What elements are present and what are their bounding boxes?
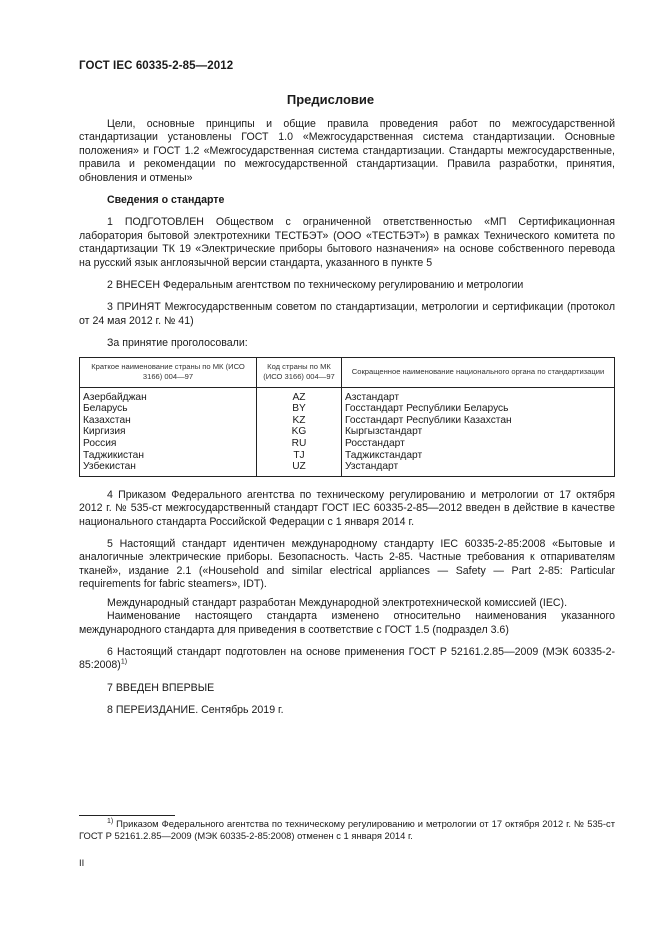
table-cell-code: AZ (257, 387, 342, 403)
table-cell-body: Росстандарт (342, 438, 615, 450)
table-cell-body: Азстандарт (342, 387, 615, 403)
table-row (80, 403, 615, 415)
table-cell-code: RU (257, 438, 342, 450)
footnote (79, 818, 615, 842)
section-title: Сведения о стандарте (107, 194, 225, 207)
table-cell-country: Узбекистан (80, 461, 257, 476)
table-cell-country: Казахстан (80, 415, 257, 427)
item-7: 7 ВВЕДЕН ВПЕРВЫЕ (107, 681, 215, 694)
table-cell-code: KZ (257, 415, 342, 427)
table-row (80, 450, 615, 462)
table-cell-body: Узстандарт (342, 461, 615, 476)
table-cell-country: Россия (80, 438, 257, 450)
table-row (80, 461, 615, 476)
footnote-divider (79, 815, 175, 816)
item-8: 8 ПЕРЕИЗДАНИЕ. Сентябрь 2019 г. (107, 704, 284, 717)
table-cell-country: Таджикистан (80, 450, 257, 462)
item-3: 3 ПРИНЯТ Межгосударственным советом по стандартизации, метрологии и сертификации (протокол от 24 мая 2012 г. № 41) (79, 301, 615, 327)
table-cell-country: Киргизия (80, 426, 257, 438)
document-code: ГОСТ IEC 60335-2-85—2012 (79, 60, 234, 72)
table-cell-code: TJ (257, 450, 342, 462)
table-cell-code: BY (257, 403, 342, 415)
table-cell-code: KG (257, 426, 342, 438)
table-cell-code: UZ (257, 461, 342, 476)
item-4: 4 Приказом Федерального агентства по техническому регулированию и метрологии от 17 октября 2012 г. № 535-ст межгосударственный стандарт ГОСТ IEC 60335-2-85—2012 введен в действие в качестве национального стандарта Российской Федерации с 1 января 2014 г. (79, 488, 615, 528)
table-cell-country: Азербайджан (80, 387, 257, 403)
intro-paragraph: Цели, основные принципы и общие правила проведения работ по межгосударственной стандартизации установлены ГОСТ 1.0 «Межгосударственная система стандартизации. Основные положения» и ГОСТ 1.2 «Межгосударственная система стандартизации. Стандарты межгосударственные, правила и рекомендации по межгосударственной стандартизации. Правила разработки, принятия, обновления и отмены» (79, 118, 615, 184)
page-number: II (79, 857, 85, 868)
table-cell-country: Беларусь (80, 403, 257, 415)
table-cell-body: Кыргызстандарт (342, 426, 615, 438)
table-row (80, 426, 615, 438)
table-header-code: Код страны по МК (ИСО 3166) 004—97 (257, 357, 342, 387)
item-5-name-change: Наименование настоящего стандарта изменено относительно наименования указанного международного стандарта для приведения в соответствие с ГОСТ 1.5 (подраздел 3.6) (79, 610, 615, 636)
table-cell-body: Госстандарт Республики Казахстан (342, 415, 615, 427)
table-row (80, 387, 615, 403)
item-6 (79, 646, 615, 673)
page-title: Предисловие (286, 92, 375, 107)
vote-intro: За принятие проголосовали: (107, 337, 248, 350)
table-header-body: Сокращенное наименование национального органа по стандартизации (342, 357, 615, 387)
voting-table (79, 357, 615, 477)
table-cell-body: Госстандарт Республики Беларусь (342, 403, 615, 415)
table-header-country: Краткое наименование страны по МК (ИСО 3166) 004—97 (80, 357, 257, 387)
table-row (80, 415, 615, 427)
table-cell-body: Таджикстандарт (342, 450, 615, 462)
table-header-row (80, 357, 615, 387)
table-row (80, 438, 615, 450)
footnote-reference: 1) (120, 658, 128, 666)
item-5-developer: Международный стандарт разработан Международной электротехнической комиссией (IEC). (107, 596, 568, 609)
item-1: 1 ПОДГОТОВЛЕН Обществом с ограниченной ответственностью «МП Сертификационная лаборатория бытовой электротехники ТЕСТБЭТ» (ООО «ТЕСТБЭТ») в рамках Технического комитета по стандартизации ТК 19 «Электрические приборы бытового назначения» на основе собственного перевода на русский язык англоязычной версии стандарта, указанного в пункте 5 (79, 216, 615, 269)
footnote-text: Приказом Федерального агентства по техническому регулированию и метрологии от 17 октября 2012 г. № 535-ст ГОСТ Р 52161.2.85—2009 (МЭК 60335-2-85:2008) отменен с 1 января 2014 г. (79, 818, 615, 841)
item-6-text: 6 Настоящий стандарт подготовлен на основе применения ГОСТ Р 52161.2.85—2009 (МЭК 60335-2-85:2008) (79, 645, 615, 672)
main-content (79, 118, 615, 718)
footnote-mark: 1) (107, 817, 114, 825)
item-5: 5 Настоящий стандарт идентичен международному стандарту IEC 60335-2-85:2008 «Бытовые и аналогичные электрические приборы. Безопасность. Часть 2-85. Частные требования к отпаривателям тканей», издание 2.1 («Household and similar electrical appliances — Safety — Part 2-85: Particular requirements for fabric steamers», IDT). (79, 538, 615, 591)
item-2: 2 ВНЕСЕН Федеральным агентством по техническому регулированию и метрологии (107, 279, 524, 292)
